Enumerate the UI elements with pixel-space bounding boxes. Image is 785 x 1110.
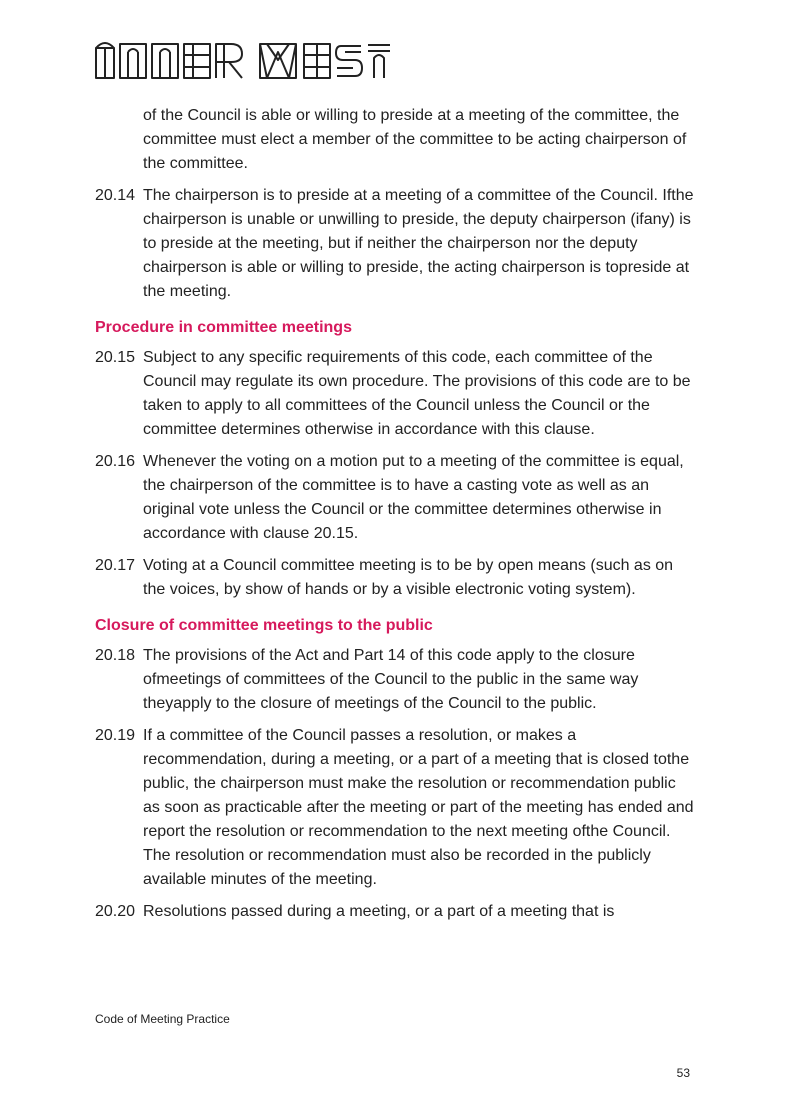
continuation-paragraph: of the Council is able or willing to preside at a meeting of the committee, the committee must elect a member of the committee to be acting chairperson of the committee. xyxy=(143,107,687,172)
clause-number: 20.15 xyxy=(95,349,136,366)
clause-number: 20.16 xyxy=(95,453,136,470)
footer-document-title: Code of Meeting Practice xyxy=(95,1012,230,1026)
clause-20-16 xyxy=(95,450,695,546)
clause-number: 20.18 xyxy=(95,647,136,664)
clause-20-17 xyxy=(95,554,695,602)
clause-20-19 xyxy=(95,724,695,892)
section-heading-closure: Closure of committee meetings to the public xyxy=(95,617,433,634)
clause-text: Voting at a Council committee meeting is to be by open means (such as on the voices, by show of hands or by a visible electronic voting system). xyxy=(143,557,674,598)
clause-text: The provisions of the Act and Part 14 of this code apply to the closure ofmeetings of committees of the Council to the public in the same way theyapply to the closure of meetings of the Council to the public. xyxy=(143,647,639,712)
clause-20-14 xyxy=(95,184,695,304)
clause-text: If a committee of the Council passes a resolution, or makes a recommendation, during a meeting, or a part of a meeting that is closed tothe public, the chairperson must make the resolution or recommendation public as soon as practicable after the meeting or part of the meeting has ended and report the resolution or recommendation to the next meeting ofthe Council. The resolution or recommendation must also be recorded in the publicly available minutes of the meeting. xyxy=(143,727,694,888)
clause-20-15 xyxy=(95,346,695,442)
document-body xyxy=(95,104,695,932)
clause-text: The chairperson is to preside at a meeting of a committee of the Council. Ifthe chairperson is unable or unwilling to preside, the deputy chairperson (ifany) is to preside at the meeting, but if neither the chairperson nor the deputy chairperson is able or willing to preside, the acting chairperson is topreside at the meeting. xyxy=(143,187,694,300)
inner-west-logo xyxy=(95,40,391,87)
clause-20-20 xyxy=(95,900,695,924)
clause-text: Whenever the voting on a motion put to a meeting of the committee is equal, the chairperson of the committee is to have a casting vote as well as an original vote unless the Council or the committee determines otherwise in accordance with clause 20.15. xyxy=(143,453,684,542)
section-heading-procedure: Procedure in committee meetings xyxy=(95,319,352,336)
clause-20-18 xyxy=(95,644,695,716)
clause-number: 20.14 xyxy=(95,187,136,204)
clause-number: 20.20 xyxy=(95,903,136,920)
page-number: 53 xyxy=(676,1066,690,1080)
clause-text: Resolutions passed during a meeting, or a part of a meeting that is xyxy=(143,903,615,920)
clause-number: 20.19 xyxy=(95,727,136,744)
clause-text: Subject to any specific requirements of this code, each committee of the Council may regulate its own procedure. The provisions of this code are to be taken to apply to all committees of the Council unless the Council or the committee determines otherwise in accordance with this clause. xyxy=(143,349,691,438)
clause-number: 20.17 xyxy=(95,557,136,574)
